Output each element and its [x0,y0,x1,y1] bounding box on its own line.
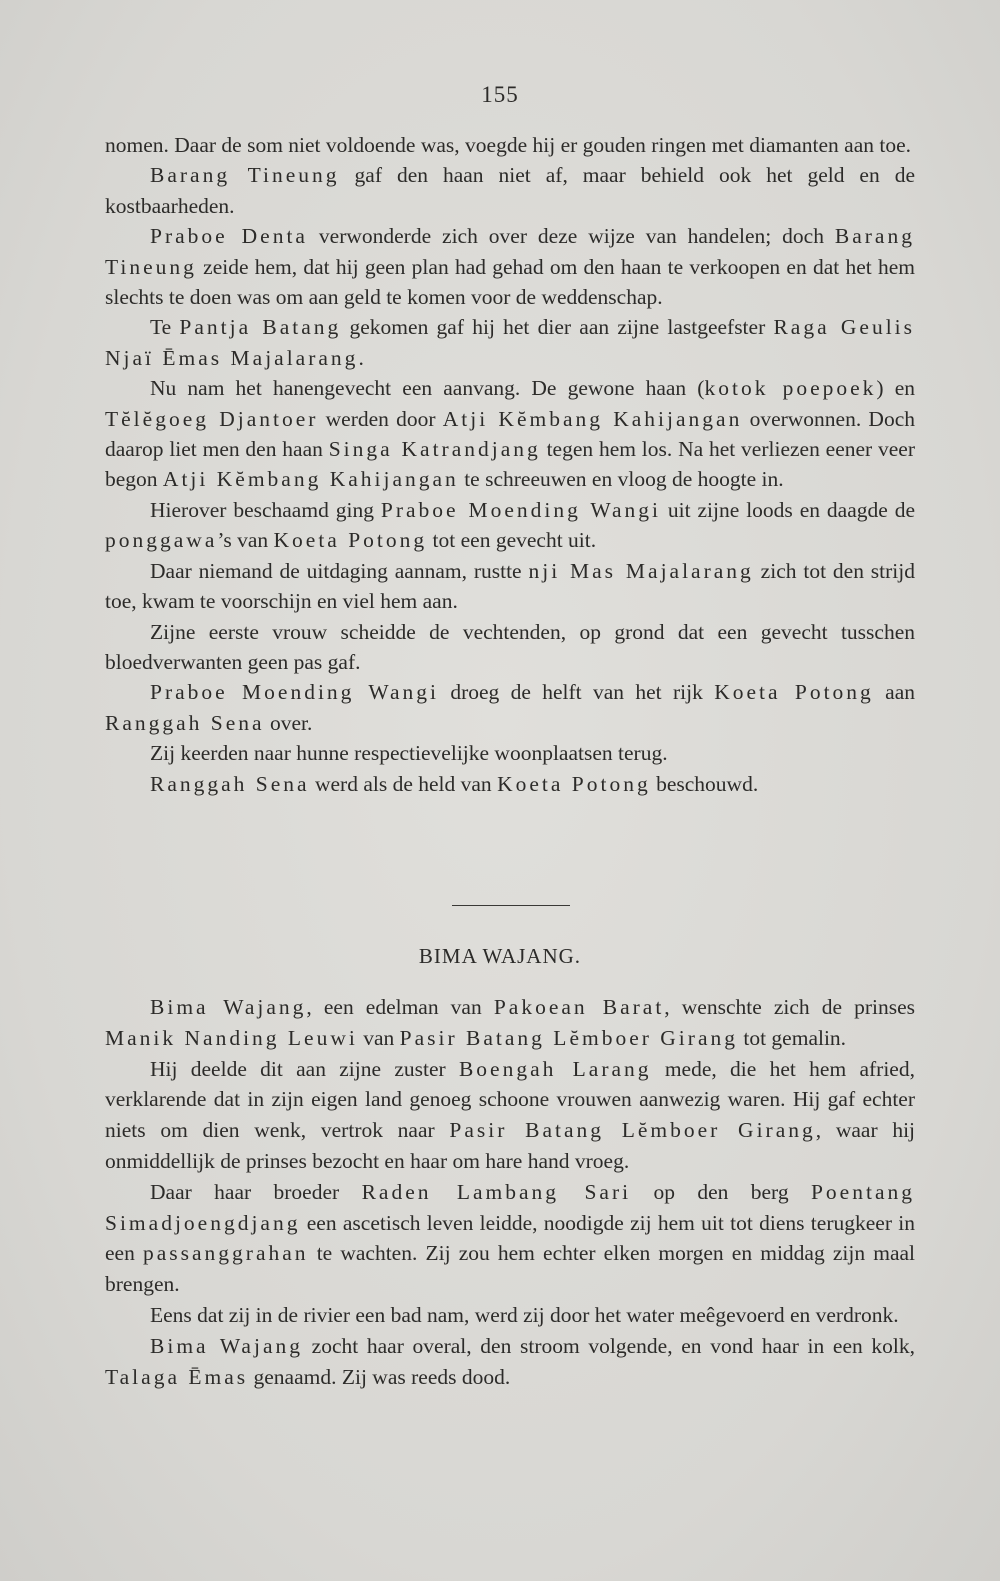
paragraph [105,160,915,221]
spaced-name: Praboe Moending Wangi [380,497,661,522]
section-title: BIMA WAJANG. [418,944,582,968]
text-run: mede, die het hem afried, verklarende dat in zijn eigen land genoeg schoone vrouwen aanwezig waren. Hij gaf echter niets om dien wenk, vertrok naar [105,1056,915,1143]
spaced-name: Koeta Potong [497,771,651,796]
spaced-name: Praboe Moending Wangi [150,680,439,705]
spaced-name: Koeta Potong [273,528,428,553]
spaced-name: Manik Nanding Leuwi [105,1025,358,1050]
text-run: droeg de helft van het rijk [438,680,715,705]
text-run: Te [150,315,180,340]
story-continuation [105,130,915,799]
text-run: van [357,1025,400,1050]
text-run: , een edelman van [306,995,494,1019]
text-run: Hierover beschaamd ging [150,497,381,522]
page-number: 155 [481,82,519,107]
text-run: te schreeuwen en vloog de hoogte in. [458,467,784,492]
text-run: werd als de held van [309,771,498,796]
text-run: zocht haar overal, den stroom volgende, en vond haar in een kolk, [303,1333,916,1358]
text-run: zeide hem, dat hij geen plan had gehad om den haan te verkoopen en dat het hem slechts te doen was om aan geld te komen voor de weddenschap. [105,254,915,310]
paragraph [105,677,915,738]
text-run: gaf den haan niet af, maar behield ook het geld en de kostbaarheden. [105,163,915,218]
text-run: , waar hij onmiddellijk de prinses bezocht en haar om hare hand vroeg. [105,1118,916,1173]
text-run: een ascetisch leven leidde, noodigde zij hem uit tot diens terugkeer in een [105,1210,915,1266]
text-run: Eens dat zij in de rivier een bad nam, werd zij door het water meêgevoerd en verdronk. [150,1302,899,1327]
paragraph [105,130,915,160]
text-run: genaamd. Zij was reeds dood. [248,1364,511,1389]
spaced-name: nji Mas Majalarang [528,558,754,583]
text-run: gekomen gaf hij het dier aan zijne lastgeefster [341,315,774,340]
spaced-name: Bima Wajang [150,995,307,1019]
text-run: over. [264,710,313,735]
spaced-name: Pasir Batang Lĕmboer Girang [399,1025,738,1050]
spaced-name: Raga Geulis Njaï Ēmas Majalarang [105,315,916,370]
text-run: Nu nam het hanengevecht een aanvang. De gewone haan ( [150,376,705,401]
section-divider [452,905,570,906]
paragraph [105,1054,915,1177]
spaced-name: Barang Tineung [150,163,340,188]
spaced-name: Ranggah Sena [105,710,265,735]
spaced-name: ponggawa [105,528,218,553]
paragraph [105,495,915,556]
spaced-name: Bima Wajang [150,1333,303,1358]
text-run: Zijne eerste vrouw scheidde de vechtenden, op grond dat een gevecht tusschen bloedverwanten geen pas gaf. [105,619,915,674]
spaced-name: passanggrahan [142,1241,309,1266]
text-run: werden door [318,406,443,431]
spaced-name: Praboe Denta [150,224,308,249]
paragraph [105,221,915,312]
text-run: tot gemalin. [737,1025,847,1050]
spaced-name: Poentang Simadjoengdjang [105,1179,915,1235]
text-run: op den berg [631,1179,811,1204]
section-body [105,992,915,1392]
text-run: ’s van [217,528,274,553]
text-run: overwonnen. Doch daarop liet men den haan [105,406,915,462]
text-run: , wenschte zich de prinses [664,995,915,1019]
text-run: tegen hem los. Na het verliezen eener veer begon [105,437,915,492]
paragraph [105,556,915,617]
text-run: verwonderde zich over deze wijze van handelen; doch [307,224,835,249]
paragraph [105,738,915,768]
text-run: aan [873,680,915,705]
spaced-name: Talaga Ēmas [105,1364,249,1389]
paragraph [105,769,915,799]
spaced-name: Tĕlĕgoeg Djantoer [105,406,319,431]
paragraph [105,373,915,495]
spaced-name: Atji Kĕmbang Kahijangan [442,406,743,431]
spaced-name: Atji Kĕmbang Kahijangan [162,467,459,492]
spaced-name: Pasir Batang Lĕmboer Girang [449,1118,816,1143]
text-run: uit zijne loods en daagde de [660,497,915,522]
text-run: zich tot den strijd toe, kwam te voorschijn en viel hem aan. [105,558,915,614]
spaced-name: Barang Tineung [105,224,915,279]
spaced-name: Pantja Batang [179,315,342,340]
text-run: nomen. Daar de som niet voldoende was, voegde hij er gouden ringen met diamanten aan toe. [105,133,911,157]
text-run: beschouwd. [650,771,759,796]
spaced-name: Koeta Potong [714,680,874,705]
spaced-name: Boengah Larang [458,1056,652,1081]
paragraph [105,1177,915,1300]
text-run: Hij deelde dit aan zijne zuster [150,1056,459,1081]
spaced-name: Singa Katrandjang [328,437,541,462]
text-run: te wachten. Zij zou hem echter elken morgen en middag zijn maal brengen. [105,1241,915,1297]
text-run: Daar haar broeder [150,1179,362,1204]
text-run: . [358,345,364,370]
spaced-name: Raden Lambang Sari [361,1179,632,1204]
paragraph [105,312,915,373]
spaced-name: Pakoean Barat [493,995,665,1019]
text-run: tot een gevecht uit. [427,528,597,553]
text-run: Daar niemand de uitdaging aannam, rustte [150,558,529,583]
text-run: Zij keerden naar hunne respectievelijke woonplaatsen terug. [150,741,668,766]
spaced-name: Ranggah Sena [150,771,310,796]
paragraph [105,992,915,1054]
paragraph [105,1300,915,1331]
paragraph [105,617,915,678]
text-run: ) en [876,376,916,401]
paragraph [105,1331,915,1393]
spaced-name: kotok poepoek [704,376,877,401]
